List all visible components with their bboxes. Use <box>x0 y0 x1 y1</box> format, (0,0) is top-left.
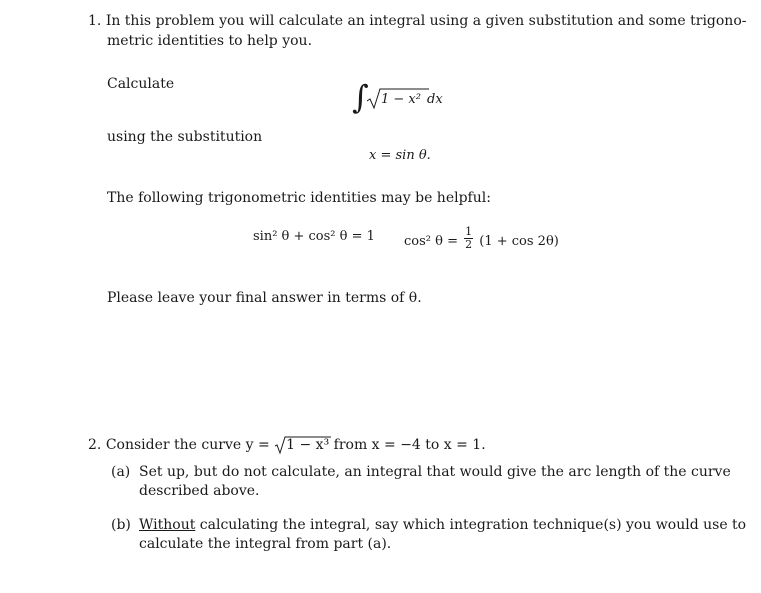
curve-sqrt <box>275 437 329 453</box>
fraction-numerator: 1 <box>465 225 473 238</box>
problem1-intro-text-1: In this problem you will calculate an integral using a given substitution and some trigono- <box>105 13 747 29</box>
problem1-intro-line1 <box>88 13 746 29</box>
using-label: using the substitution <box>107 129 263 145</box>
fraction-denominator: 2 <box>465 238 473 251</box>
identity-double-angle <box>404 225 559 254</box>
part-a-line2: described above. <box>139 483 260 499</box>
sqrt-radical-icon-2 <box>275 436 331 456</box>
identity-pythagorean: sin² θ + cos² θ = 1 <box>253 229 375 244</box>
integrand: 1 − x² <box>381 92 421 107</box>
curve-radicand: 1 − x³ <box>286 437 330 453</box>
substitution-equation: x = sin θ. <box>369 148 431 163</box>
part-b-label: (b) <box>111 517 131 533</box>
part-a-line1: Set up, but do not calculate, an integral that would give the arc length of the curve <box>139 464 731 480</box>
problem2-intro-after: from x = −4 to x = 1. <box>329 437 486 453</box>
part-b-line1 <box>139 517 746 533</box>
part-b-line2: calculate the integral from part (a). <box>139 536 392 552</box>
differential: dx <box>427 92 443 107</box>
identity2-right: (1 + cos 2θ) <box>479 234 559 249</box>
part-b-line1-rest: calculating the integral, say which integration technique(s) you would use to <box>195 517 747 533</box>
integral-sign: ∫ <box>352 78 369 116</box>
problem2-intro <box>88 437 486 453</box>
final-answer-note: Please leave your final answer in terms of θ. <box>107 290 422 306</box>
calculate-label: Calculate <box>107 76 175 92</box>
part-a-label: (a) <box>111 464 131 480</box>
problem1-number: 1. <box>88 13 102 29</box>
problem1-intro-line2: metric identities to help you. <box>107 33 313 49</box>
one-half-fraction <box>464 226 473 251</box>
identities-intro: The following trigonometric identities may be helpful: <box>107 190 491 206</box>
problem2-number: 2. <box>88 437 102 453</box>
without-underlined: Without <box>139 517 196 533</box>
problem2-intro-before: Consider the curve y = <box>105 437 275 453</box>
identity2-left: cos² θ = <box>404 234 458 249</box>
